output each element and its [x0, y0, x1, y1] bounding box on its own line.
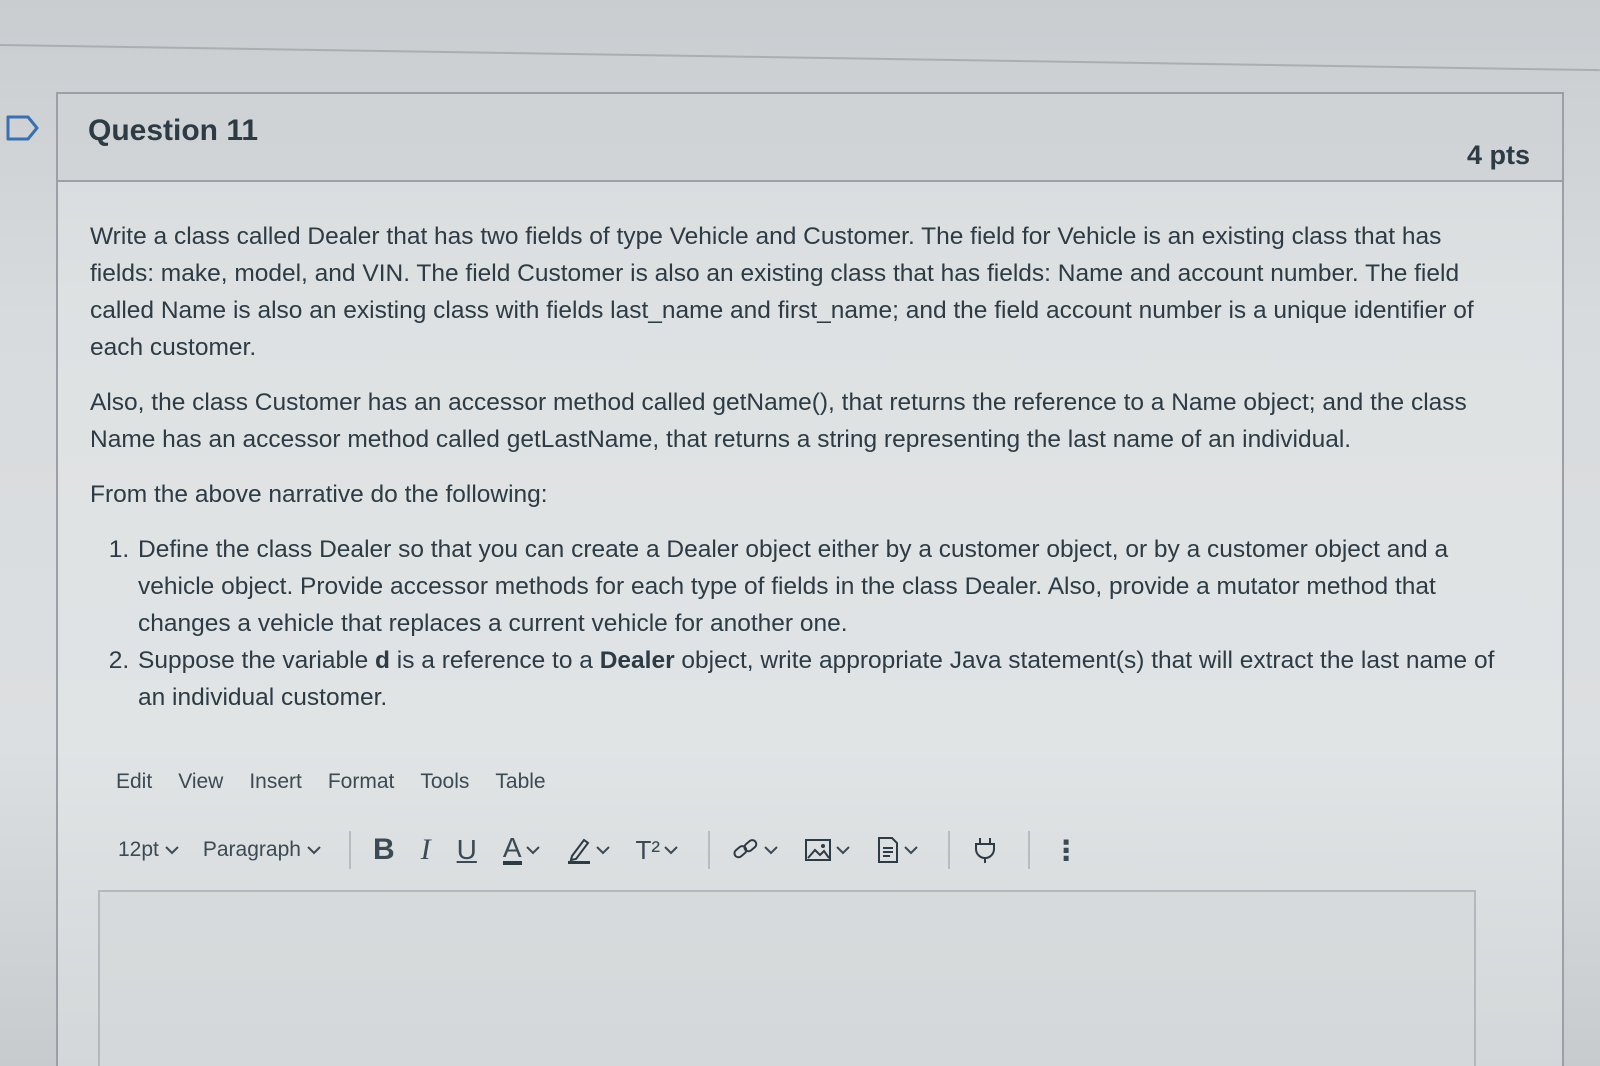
divider — [0, 44, 1600, 71]
question-paragraph: Also, the class Customer has an accessor method called getName(), that returns the reference to a Name object; and the class Name has an accessor method called getLastName, that returns a string representing the last name of an individual. — [90, 389, 1467, 453]
font-size-select[interactable] — [118, 838, 179, 862]
task-text: is a reference to a — [389, 647, 600, 674]
text-color-icon: A — [502, 832, 522, 863]
text-color-button[interactable] — [502, 832, 540, 865]
question-text — [90, 218, 1500, 716]
superscript-icon: T² — [635, 834, 661, 865]
task-text: Suppose the variable — [138, 647, 375, 674]
chevron-down-icon — [664, 845, 678, 855]
more-vertical-icon: ⋮ — [1052, 834, 1081, 866]
link-button[interactable] — [732, 837, 778, 863]
bold-icon: B — [372, 833, 395, 866]
chevron-down-icon — [904, 845, 918, 855]
task-item — [136, 642, 1500, 716]
highlight-color-button[interactable] — [566, 836, 610, 864]
italic-button[interactable] — [421, 833, 431, 867]
toolbar-divider — [349, 831, 351, 869]
toolbar-divider — [948, 831, 950, 869]
block-format-value: Paragraph — [202, 838, 301, 861]
question-paragraph: From the above narrative do the following: — [90, 481, 548, 508]
menu-view[interactable]: View — [178, 770, 224, 793]
task-bold-text: Dealer — [599, 647, 675, 674]
underline-button[interactable] — [457, 834, 477, 866]
task-item: 1. Define the class Dealer so that you can create a Dealer object either by a customer object, or by a customer object and a vehicle object. Provide accessor methods for each type of fields in the class Dealer. Also, provide a mutator method that changes a vehicle that replaces a current vehicle for another one. — [136, 531, 1500, 642]
block-format-select[interactable] — [203, 838, 321, 862]
toolbar-divider — [1028, 831, 1030, 869]
image-button[interactable] — [804, 837, 850, 863]
task-text: object, write appropriate Java statement(s) that will extract the last name of an individual customer. — [138, 647, 1495, 711]
menu-tools[interactable]: Tools — [420, 770, 470, 793]
question-title: Question 11 — [88, 114, 259, 147]
editor-menubar — [116, 770, 546, 804]
editor-toolbar — [118, 828, 1106, 872]
task-list — [136, 531, 1500, 716]
link-icon — [732, 837, 760, 863]
chevron-down-icon — [307, 845, 321, 855]
image-icon — [804, 837, 832, 863]
menu-table[interactable]: Table — [495, 770, 546, 793]
document-button[interactable] — [876, 836, 918, 864]
pen-highlight-icon — [566, 836, 592, 864]
document-icon — [876, 836, 900, 864]
font-size-value: 12pt — [118, 838, 159, 861]
chevron-down-icon — [165, 845, 179, 855]
chevron-down-icon — [764, 845, 778, 855]
answer-editor[interactable] — [98, 890, 1476, 1066]
apps-plugin-button[interactable] — [972, 836, 998, 864]
superscript-button[interactable] — [636, 835, 679, 866]
more-options-button[interactable] — [1052, 834, 1080, 867]
bold-button[interactable] — [373, 833, 395, 867]
question-points: 4 pts — [1466, 140, 1530, 170]
chevron-down-icon — [836, 845, 850, 855]
chevron-down-icon — [596, 845, 610, 855]
question-paragraph: Write a class called Dealer that has two fields of type Vehicle and Customer. The field for Vehicle is an existing class that has fields: make, model, and VIN. The field Customer is also an existing class that has fields: Name and account number. The field called Name is also an existing class with fields last_name and first_name; and the field account number is a unique identifier of each customer. — [90, 223, 1474, 361]
chevron-down-icon — [526, 845, 540, 855]
plug-icon — [972, 836, 998, 864]
menu-format[interactable]: Format — [327, 770, 395, 793]
menu-insert[interactable]: Insert — [249, 770, 302, 793]
italic-icon: I — [420, 833, 431, 866]
task-bold-text: d — [375, 647, 390, 674]
underline-icon: U — [456, 834, 477, 865]
question-header — [58, 94, 1562, 182]
menu-edit[interactable]: Edit — [116, 770, 153, 793]
toolbar-divider — [708, 831, 710, 869]
question-card — [56, 92, 1564, 1066]
flag-question-icon[interactable] — [6, 114, 40, 142]
